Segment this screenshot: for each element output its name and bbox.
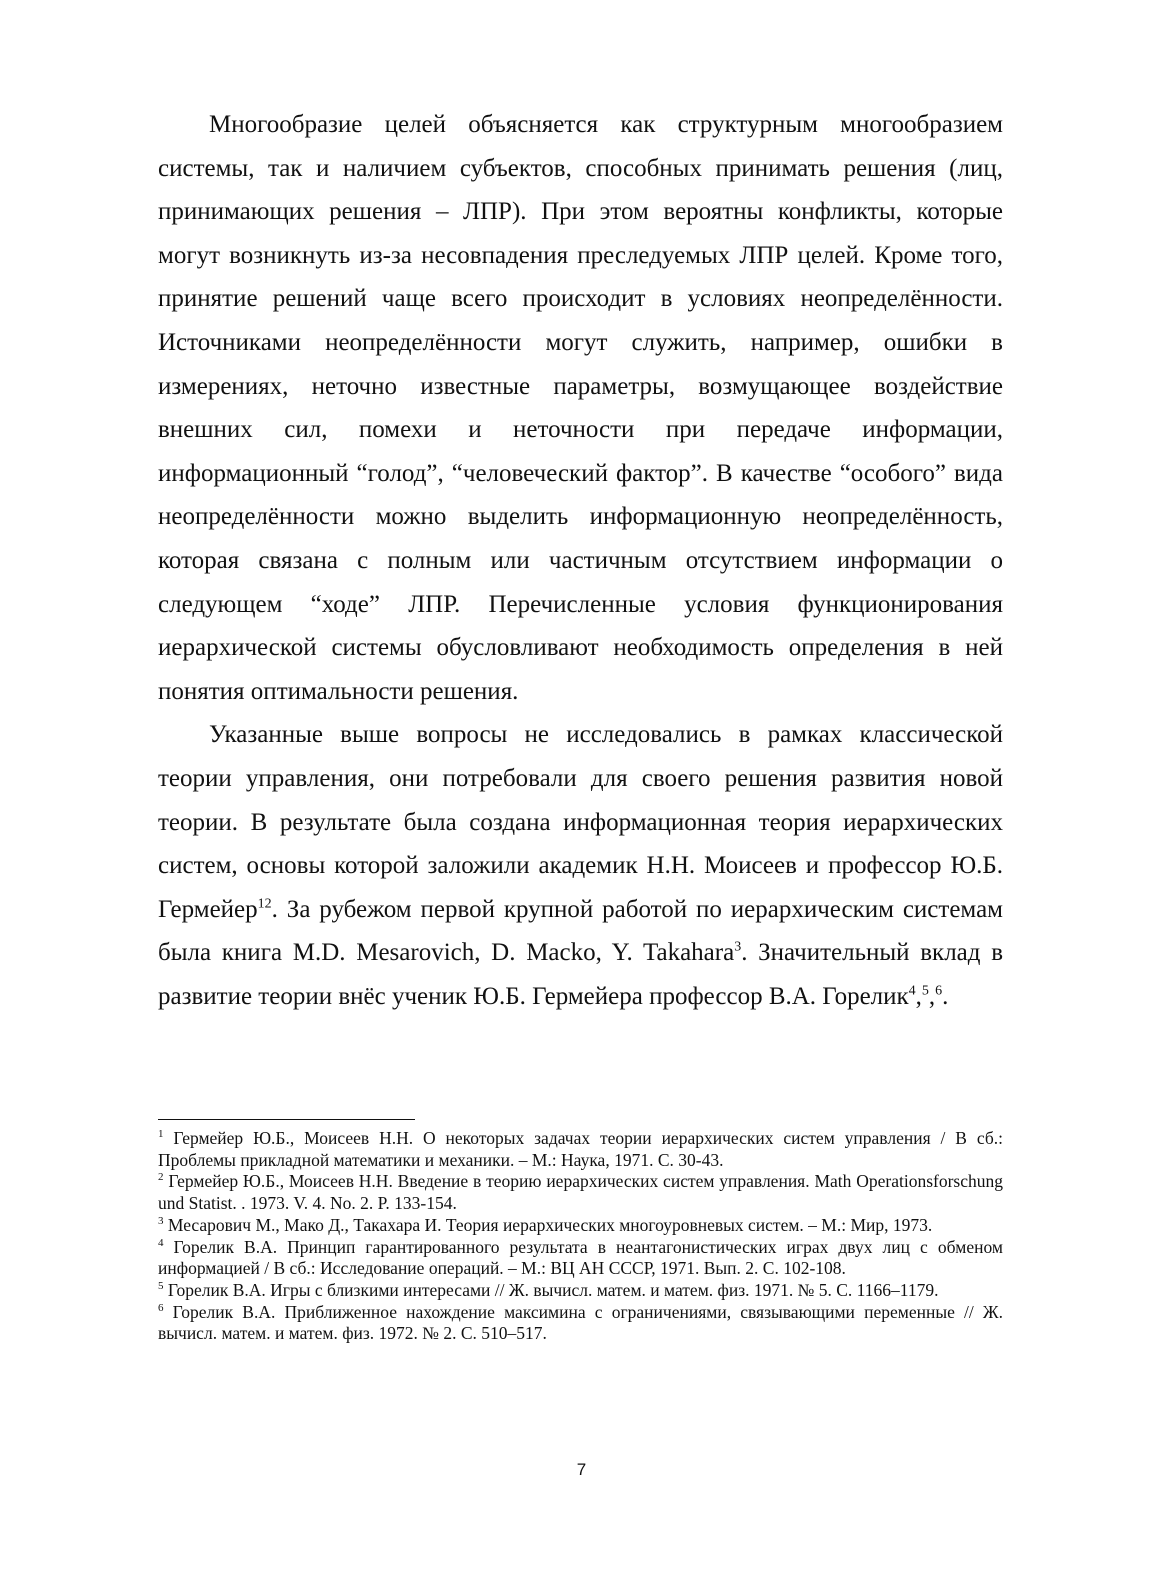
footnote-number: 5 — [158, 1280, 164, 1293]
footnote-text: Горелик В.А. Игры с близкими интересами // Ж. вычисл. матем. и матем. физ. 1971. № 5. С. 1166–1179. — [163, 1279, 939, 1300]
footnote-ref-2[interactable]: 2 — [264, 896, 272, 912]
footnotes-section — [158, 1128, 1003, 1345]
footnote-ref-1[interactable]: 1 — [257, 896, 265, 912]
paragraph2-text-part2: . За рубежом первой крупной работой по иерархическим системам была книга M.D. Mesarovich, D. Macko, Y. Takahara — [158, 895, 1003, 967]
footnote-ref-4[interactable]: 4 — [908, 983, 916, 999]
main-text — [158, 103, 1003, 1018]
footnote-text: Месарович М., Мако Д., Такахара И. Теория иерархических многоуровневых систем. – М.: Мир, 1973. — [163, 1214, 933, 1235]
footnote-ref-separator: , — [915, 982, 922, 1010]
footnote-2 — [158, 1171, 1003, 1214]
page-number: 7 — [576, 1460, 587, 1479]
footnote-number: 1 — [158, 1128, 164, 1141]
footnote-1 — [158, 1128, 1003, 1171]
footnote-5 — [158, 1280, 1003, 1302]
footnote-separator-line — [158, 1119, 415, 1120]
footnote-number: 2 — [158, 1171, 164, 1184]
paragraph-goals-diversity: Многообразие целей объясняется как структурным многообразием системы, так и наличием субъектов, способных принимать решения (лиц, принимающих решения – ЛПР). При этом вероятны конфликты, которые могут возникнуть из-за несовпадения преследуемых ЛПР целей. Кроме того, принятие решений чаще всего происходит в условиях неопределённости. Источниками неопределённости могут служить, например, ошибки в измерениях, неточно известные параметры, возмущающее воздействие внешних сил, помехи и неточности при передаче информации, информационный “голод”, “человеческий фактор”. В качестве “особого” вида неопределённости можно выделить информационную неопределённость, которая связана с полным или частичным отсутствием информации о следующем “ходе” ЛПР. Перечисленные условия функционирования иерархической системы обусловливают необходимость определения в ней понятия оптимальности решения. — [158, 111, 1003, 705]
footnote-text: Горелик В.А. Принцип гарантированного результата в неантагонистических играх двух лиц с обменом информацией / В сб.: Исследование операций. – М.: ВЦ АН СССР, 1971. Вып. 2. С. 102-108. — [158, 1236, 1003, 1279]
footnote-ref-separator: , — [928, 982, 936, 1010]
footnote-number: 4 — [158, 1236, 164, 1249]
footnote-number: 6 — [158, 1301, 164, 1314]
paragraph2-text-part1: Указанные выше вопросы не исследовались в рамках классической теории управления, они потребовали для своего решения развития новой теории. В результате была создана информационная теория иерархических систем, основы которой заложили академик Н.Н. Моисеев и профессор Ю.Б. Гермейер — [158, 721, 1003, 923]
paragraph2-text-part4: . — [942, 982, 949, 1010]
footnote-6 — [158, 1302, 1003, 1345]
footnote-text: Гермейер Ю.Б., Моисеев Н.Н. О некоторых задачах теории иерархических систем управления / В сб.: Проблемы прикладной математики и механики. – М.: Наука, 1971. С. 30-43. — [158, 1128, 1003, 1170]
footnote-text: Горелик В.А. Приближенное нахождение максимина с ограничениями, связывающими переменные // Ж. вычисл. матем. и матем. физ. 1972. № 2. С. 510–517. — [158, 1301, 1003, 1344]
footnote-number: 3 — [158, 1214, 164, 1227]
paragraph-information-theory — [158, 713, 1003, 1018]
footnote-3 — [158, 1215, 1003, 1237]
footnote-ref-6[interactable]: 6 — [935, 983, 943, 999]
footnote-ref-5[interactable]: 5 — [921, 983, 929, 999]
footnote-4 — [158, 1237, 1003, 1280]
footnote-ref-3[interactable]: 3 — [734, 939, 742, 955]
paragraph2-text-part3: . Значительный вклад в развитие теории внёс ученик Ю.Б. Гермейера профессор В.А. Горелик — [158, 939, 1003, 1010]
footnote-text: Гермейер Ю.Б., Моисеев Н.Н. Введение в теорию иерархических систем управления. Math Operationsforschung und Statist. . 1973. V. 4. No. 2. P. 133-154. — [158, 1171, 1003, 1214]
